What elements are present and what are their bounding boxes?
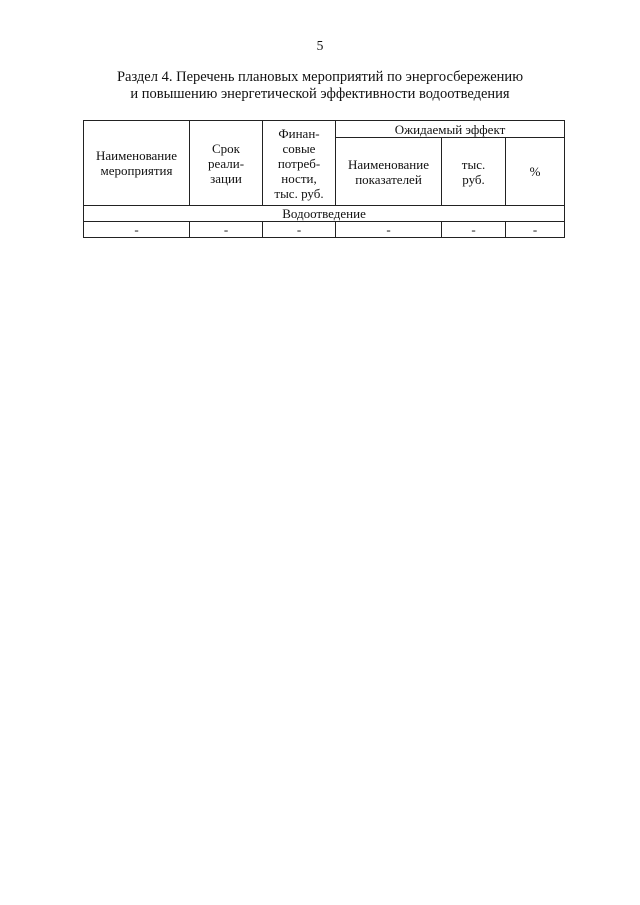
header-cell-thousand-rub: тыс. руб. (442, 138, 506, 206)
header-cell-indicators: Наименование показателей (336, 138, 442, 206)
table-cell: - (84, 222, 190, 238)
header-cell-finance: Финан- совые потреб- ности, тыс. руб. (263, 121, 336, 206)
table-cell: - (506, 222, 565, 238)
measures-table (83, 120, 565, 238)
section-title-cell: Водоотведение (84, 206, 565, 222)
header-cell-term: Срок реали- зации (190, 121, 263, 206)
header-cell-name: Наименование мероприятия (84, 121, 190, 206)
table-row (84, 222, 565, 238)
header-cell-percent: % (506, 138, 565, 206)
heading-line-1: Раздел 4. Перечень плановых мероприятий по энергосбережению (116, 69, 524, 85)
table-cell: - (442, 222, 506, 238)
heading-line-2: и повышению энергетической эффективности водоотведения (130, 86, 510, 102)
table-header-row (84, 121, 565, 138)
header-cell-expected-effect: Ожидаемый эффект (336, 121, 565, 138)
table-cell: - (336, 222, 442, 238)
table-cell: - (190, 222, 263, 238)
table-cell: - (263, 222, 336, 238)
page-number: 5 (316, 38, 324, 53)
section-heading (0, 69, 640, 103)
table-section-row (84, 206, 565, 222)
